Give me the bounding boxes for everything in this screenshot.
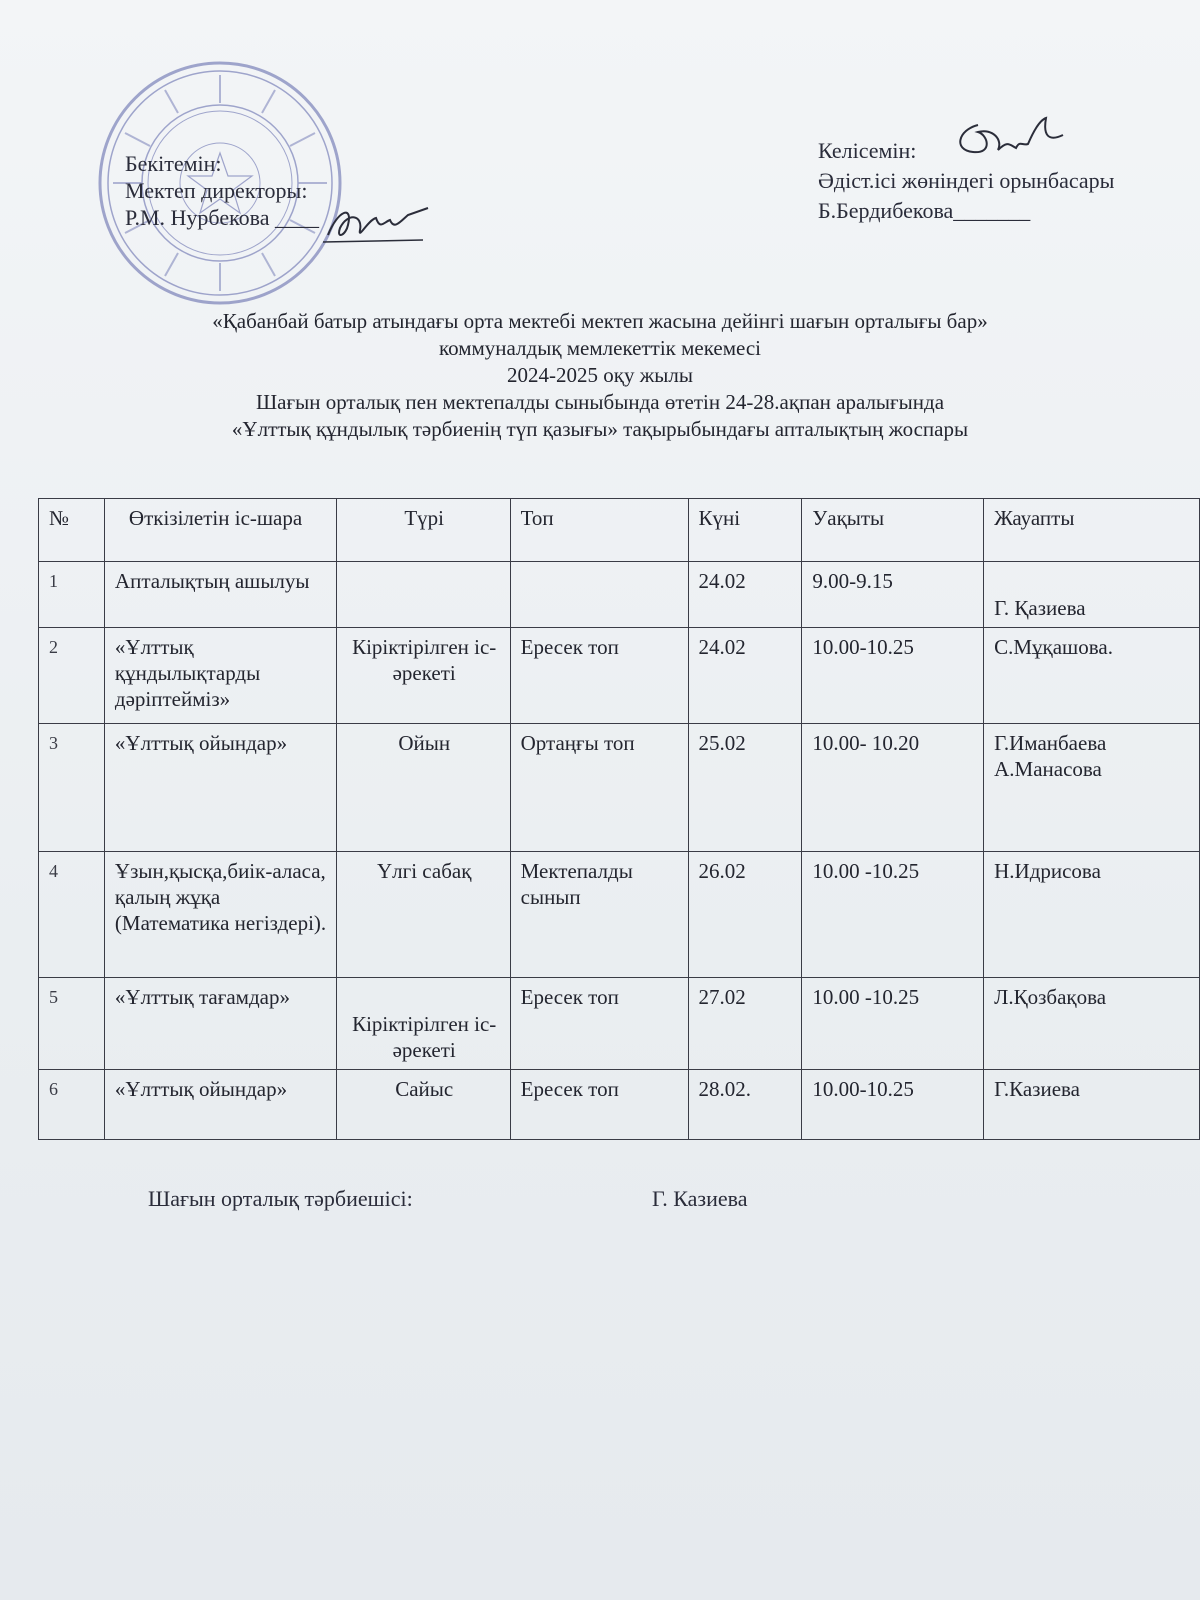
approval-heading: Бекітемін: bbox=[125, 151, 222, 176]
weekly-plan-table bbox=[38, 498, 1200, 1140]
header-type: Түрі bbox=[336, 499, 510, 562]
row-event: Апталықтың ашылуы bbox=[104, 562, 336, 628]
title-period: Шағын орталық пен мектепалды сыныбында өтетін 24-28.ақпан аралығында bbox=[255, 390, 945, 414]
director-signature bbox=[318, 200, 438, 250]
row-responsible: Г.Иманбаева А.Манасова bbox=[984, 724, 1200, 852]
header-responsible: Жауапты bbox=[984, 499, 1200, 562]
table-row bbox=[39, 562, 1200, 628]
table-row bbox=[39, 724, 1200, 852]
approval-block bbox=[125, 150, 319, 231]
row-responsible: Л.Қозбақова bbox=[984, 978, 1200, 1070]
table-row bbox=[39, 852, 1200, 978]
row-time: 10.00-10.25 bbox=[802, 628, 984, 724]
row-responsible: Н.Идрисова bbox=[984, 852, 1200, 978]
agreement-name: Б.Бердибекова_______ bbox=[818, 198, 1031, 223]
table-row bbox=[39, 978, 1200, 1070]
row-event: «Ұлттық ойындар» bbox=[104, 724, 336, 852]
footer-teacher-name: Г. Казиева bbox=[652, 1186, 748, 1211]
approval-name: Р.М. Нурбекова ____ bbox=[125, 205, 320, 230]
row-event: «Ұлттық құндылықтарды дәріптейміз» bbox=[104, 628, 336, 724]
row-event: «Ұлттық ойындар» bbox=[104, 1070, 336, 1140]
row-type: Үлгі сабақ bbox=[336, 852, 510, 978]
table-row bbox=[39, 1070, 1200, 1140]
row-responsible: Г. Қазиева bbox=[984, 562, 1200, 628]
document-title bbox=[0, 308, 1200, 443]
deputy-signature bbox=[948, 110, 1068, 165]
row-type: Ойын bbox=[336, 724, 510, 852]
row-event: Ұзын,қысқа,биік-аласа, қалың жұқа (Математика негіздері). bbox=[104, 852, 336, 978]
table-row bbox=[39, 628, 1200, 724]
row-type: Кіріктірілген іс- әрекеті bbox=[336, 628, 510, 724]
title-institution-type: коммуналдық мемлекеттік мекемесі bbox=[438, 336, 762, 360]
row-date: 24.02 bbox=[688, 562, 802, 628]
title-academic-year: 2024-2025 оқу жылы bbox=[507, 363, 693, 387]
row-number: 5 bbox=[39, 978, 105, 1070]
row-number: 3 bbox=[39, 724, 105, 852]
row-date: 24.02 bbox=[688, 628, 802, 724]
row-group bbox=[510, 562, 688, 628]
agreement-position: Әдіст.ісі жөніндегі орынбасары bbox=[818, 168, 1115, 193]
approval-position: Мектеп директоры: bbox=[125, 178, 308, 203]
row-number: 2 bbox=[39, 628, 105, 724]
header-date: Күні bbox=[688, 499, 802, 562]
row-date: 27.02 bbox=[688, 978, 802, 1070]
row-group: Ортаңғы топ bbox=[510, 724, 688, 852]
row-date: 28.02. bbox=[688, 1070, 802, 1140]
row-time: 9.00-9.15 bbox=[802, 562, 984, 628]
row-number: 4 bbox=[39, 852, 105, 978]
row-responsible: Г.Казиева bbox=[984, 1070, 1200, 1140]
agreement-heading: Келісемін: bbox=[818, 138, 917, 163]
row-time: 10.00 -10.25 bbox=[802, 852, 984, 978]
row-event: «Ұлттық тағамдар» bbox=[104, 978, 336, 1070]
footer-teacher-role: Шағын орталық тәрбиешісі: bbox=[148, 1186, 413, 1211]
row-group: Ересек топ bbox=[510, 1070, 688, 1140]
row-time: 10.00 -10.25 bbox=[802, 978, 984, 1070]
row-group: Ересек топ bbox=[510, 628, 688, 724]
row-time: 10.00-10.25 bbox=[802, 1070, 984, 1140]
table-header-row bbox=[39, 499, 1200, 562]
row-type: Сайыс bbox=[336, 1070, 510, 1140]
header-number: № bbox=[39, 499, 105, 562]
row-number: 1 bbox=[39, 562, 105, 628]
row-group: Ересек топ bbox=[510, 978, 688, 1070]
header-time: Уақыты bbox=[802, 499, 984, 562]
title-school: «Қабанбай батыр атындағы орта мектебі мектеп жасына дейінгі шағын орталығы бар» bbox=[212, 309, 988, 333]
row-time: 10.00- 10.20 bbox=[802, 724, 984, 852]
title-theme: «Ұлттық құндылық тәрбиенің түп қазығы» тақырыбындағы апталықтың жоспары bbox=[231, 417, 969, 441]
row-date: 26.02 bbox=[688, 852, 802, 978]
row-number: 6 bbox=[39, 1070, 105, 1140]
header-group: Топ bbox=[510, 499, 688, 562]
row-type: Кіріктірілген іс- әрекеті bbox=[336, 978, 510, 1070]
row-group: Мектепалды сынып bbox=[510, 852, 688, 978]
row-responsible: С.Мұқашова. bbox=[984, 628, 1200, 724]
header-event: Өткізілетін іс-шара bbox=[104, 499, 336, 562]
row-date: 25.02 bbox=[688, 724, 802, 852]
row-type bbox=[336, 562, 510, 628]
